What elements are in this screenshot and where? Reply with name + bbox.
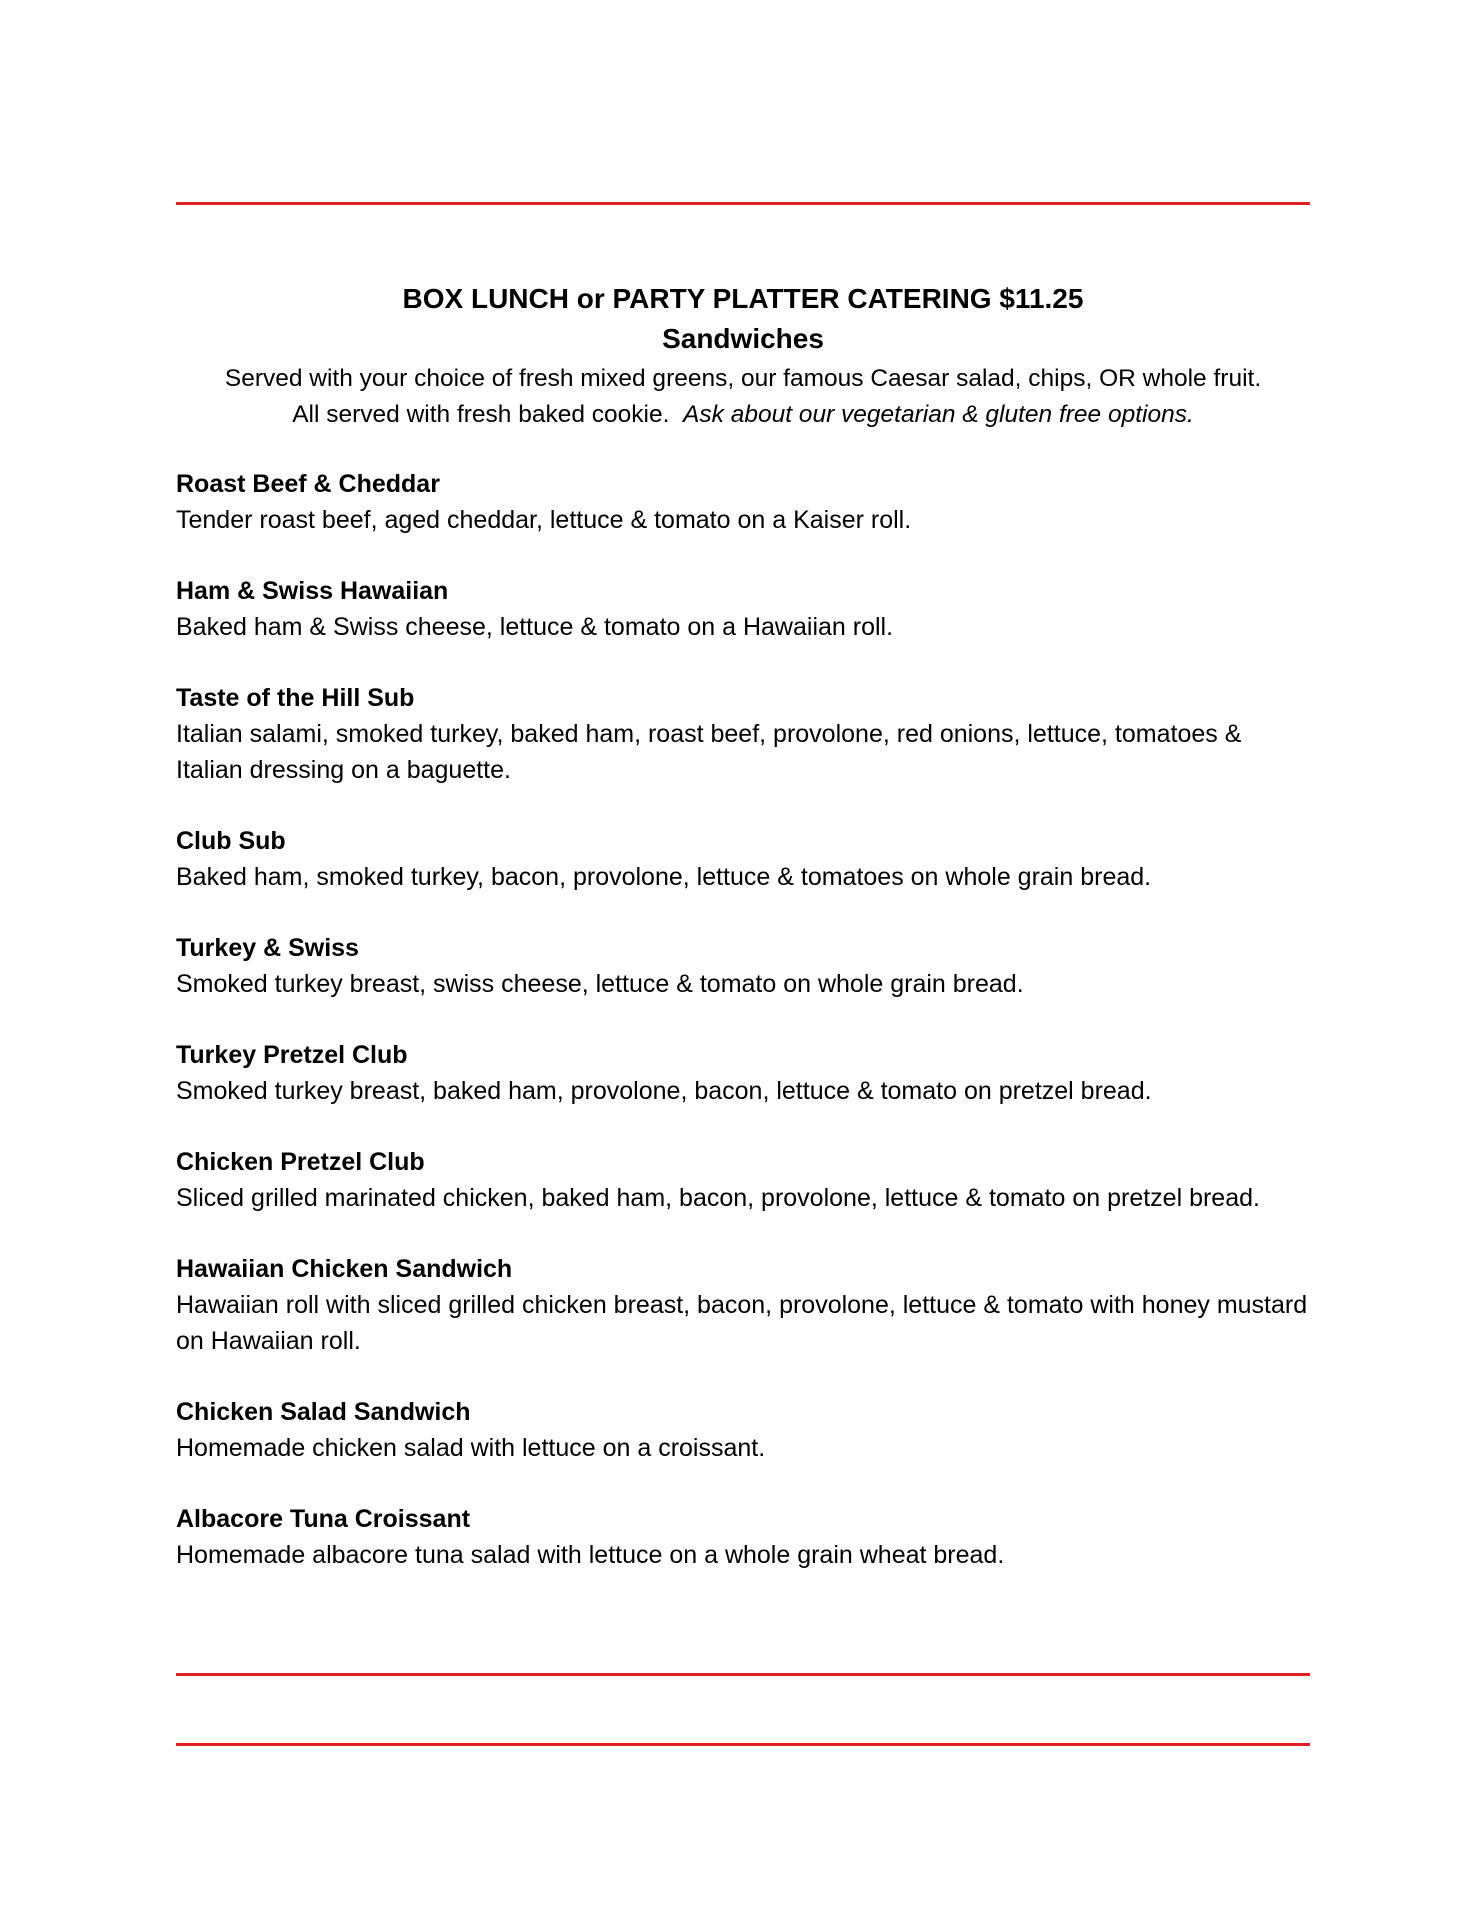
item-description: Homemade chicken salad with lettuce on a croissant.	[176, 1434, 766, 1462]
item-description: Smoked turkey breast, baked ham, provolone, bacon, lettuce & tomato on pretzel bread.	[176, 1077, 1152, 1105]
intro-line-1: Served with your choice of fresh mixed greens, our famous Caesar salad, chips, OR whole fruit.	[224, 365, 1262, 392]
menu-item	[176, 930, 1310, 1002]
item-description: Baked ham, smoked turkey, bacon, provolone, lettuce & tomatoes on whole grain bread.	[176, 863, 1152, 891]
sandwich-list	[176, 466, 1310, 1608]
item-name: Albacore Tuna Croissant	[176, 1505, 471, 1533]
menu-item	[176, 1037, 1310, 1109]
item-description: Sliced grilled marinated chicken, baked ham, bacon, provolone, lettuce & tomato on pretzel bread.	[176, 1184, 1260, 1212]
bottom-divider	[176, 1673, 1310, 1676]
top-divider	[176, 202, 1310, 205]
menu-item	[176, 680, 1310, 788]
section-title: Sandwiches	[662, 323, 824, 354]
menu-item	[176, 1144, 1310, 1216]
menu-item	[176, 1501, 1310, 1573]
item-name: Club Sub	[176, 827, 286, 855]
menu-item	[176, 1394, 1310, 1466]
intro-text	[176, 361, 1310, 433]
item-name: Chicken Salad Sandwich	[176, 1398, 471, 1426]
item-name: Turkey Pretzel Club	[176, 1041, 408, 1069]
item-name: Hawaiian Chicken Sandwich	[176, 1255, 513, 1283]
menu-item	[176, 573, 1310, 645]
item-name: Chicken Pretzel Club	[176, 1148, 425, 1176]
bottom-divider	[176, 1743, 1310, 1746]
item-description: Smoked turkey breast, swiss cheese, lettuce & tomato on whole grain bread.	[176, 970, 1024, 998]
intro-line-2: All served with fresh baked cookie.	[292, 401, 670, 428]
item-name: Ham & Swiss Hawaiian	[176, 577, 449, 605]
item-description: Tender roast beef, aged cheddar, lettuce & tomato on a Kaiser roll.	[176, 506, 912, 534]
menu-item	[176, 466, 1310, 538]
item-name: Taste of the Hill Sub	[176, 684, 415, 712]
menu-header	[176, 279, 1310, 433]
intro-note: Ask about our vegetarian & gluten free options.	[683, 401, 1194, 428]
item-name: Turkey & Swiss	[176, 934, 359, 962]
page-title: BOX LUNCH or PARTY PLATTER CATERING $11.25	[402, 283, 1084, 314]
item-description: Italian salami, smoked turkey, baked ham, roast beef, provolone, red onions, lettuce, tomatoes & Italian dressing on a baguette.	[176, 720, 1242, 784]
menu-item	[176, 823, 1310, 895]
item-description: Hawaiian roll with sliced grilled chicken breast, bacon, provolone, lettuce & tomato with honey mustard on Hawaiian roll.	[176, 1291, 1308, 1355]
menu-item	[176, 1251, 1310, 1359]
item-description: Homemade albacore tuna salad with lettuce on a whole grain wheat bread.	[176, 1541, 1005, 1569]
item-description: Baked ham & Swiss cheese, lettuce & tomato on a Hawaiian roll.	[176, 613, 894, 641]
item-name: Roast Beef & Cheddar	[176, 470, 440, 498]
